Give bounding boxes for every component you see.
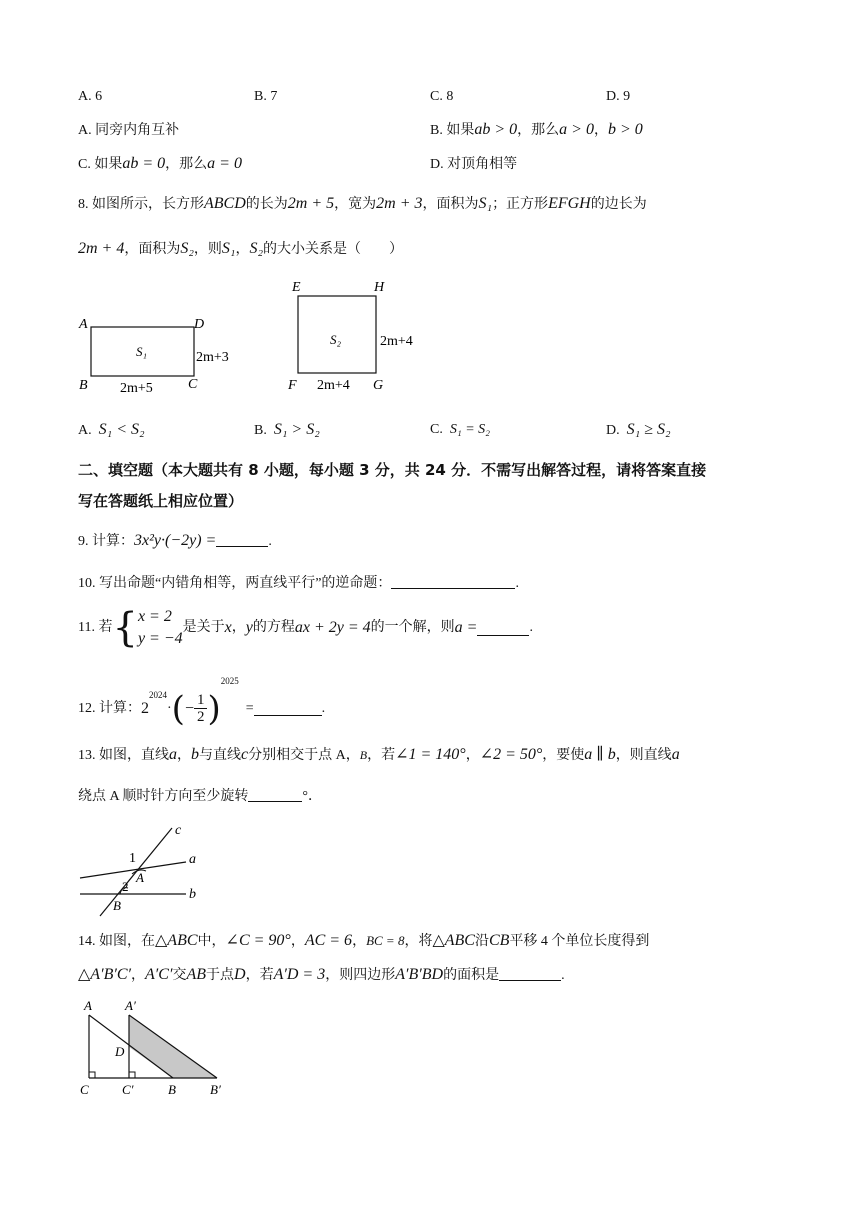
q8-option-d: D. S₁ ≥ S₂ (606, 421, 671, 438)
label-h: H (374, 280, 385, 295)
q7-option-d: D. 9 (606, 89, 631, 104)
q7-option-c: C. 8 (430, 89, 454, 104)
prop-option-c: C. 如果ab = 0，那么a = 0 (78, 155, 242, 172)
q8-option-b: B. S₁ > S₂ (254, 421, 320, 438)
q9: 9. 计算：3x²y·(−2y) = . (78, 532, 272, 549)
q9-answer-blank[interactable] (216, 532, 268, 547)
q11: 11. 若{ x = 2 y = −4 是关于x，y的方程ax + 2y = 4的一个解，则a = . (78, 605, 533, 651)
q11-brace: { (112, 605, 138, 651)
q13-stem-line1: 13. 如图，直线a，b与直线c分别相交于点 A，B，若∠1 = 140°，∠2 = 50°，要使a ∥ b，则直线a (78, 746, 680, 763)
label-c: c (175, 823, 182, 838)
label-angle-2: 2 (122, 879, 129, 894)
q11-system: x = 2 y = −4 (137, 608, 183, 647)
label-b-prime: B′ (210, 1082, 221, 1097)
label-b: B (79, 378, 88, 393)
right-angle-c (89, 1072, 95, 1078)
label-a-prime: A′ (125, 998, 136, 1013)
q12-answer-blank[interactable] (254, 701, 322, 716)
q12: 12. 计算：$2^{2024}\cdot(-$ $\frac{1}{2}$ )$^{2025}$ = . (78, 676, 326, 729)
q13-lines-figure (76, 822, 216, 918)
q7-option-b: B. 7 (254, 89, 278, 104)
q10-answer-blank[interactable] (391, 574, 515, 589)
q8-square-figure (286, 276, 436, 396)
q14-answer-blank[interactable] (499, 966, 561, 981)
q10: 10. 写出命题“内错角相等，两直线平行”的逆命题： . (78, 576, 519, 591)
label-s2: S₂ (330, 332, 342, 347)
q11-answer-blank[interactable] (477, 621, 529, 636)
label-f: F (288, 378, 297, 393)
label-point-b: B (113, 898, 121, 913)
q14-translation-figure (76, 996, 246, 1098)
label-g: G (373, 378, 384, 393)
q14-stem-line1: 14. 如图，在△ABC中，∠C = 90°，AC = 6，BC = 8，将△ABC沿CB平移 4 个单位长度得到 (78, 932, 650, 949)
label-length: 2m+5 (120, 381, 153, 396)
q13-stem-line2: 绕点 A 顺时针方向至少旋转 °． (78, 789, 322, 804)
q8-stem-line1: 8. 如图所示，长方形ABCD的长为2m + 5，宽为2m + 3，面积为S₁；正方形EFGH的边长为 (78, 195, 647, 212)
q7-option-a: A. 6 (78, 89, 103, 104)
label-c: C (188, 377, 198, 392)
q13-answer-blank[interactable] (248, 787, 302, 802)
label-width: 2m+3 (196, 350, 229, 365)
q8-option-a: A. S₁ < S₂ (78, 421, 145, 438)
section-heading-line1: 二、填空题（本大题共有 8 小题，每小题 3 分，共 24 分．不需写出解答过程，请将答案直接 (78, 461, 707, 479)
label-point-a: A (136, 870, 144, 885)
label-e: E (292, 280, 301, 295)
label-b: B (168, 1082, 176, 1097)
label-b-line: b (189, 887, 196, 902)
label-a: A (79, 317, 88, 332)
prop-option-a: A. 同旁内角互补 (78, 123, 180, 138)
label-a: A (84, 998, 92, 1013)
label-c: C (80, 1082, 89, 1097)
section-heading-line2: 写在答题纸上相应位置） (78, 492, 244, 510)
label-side-right: 2m+4 (380, 334, 413, 349)
label-d: D (194, 317, 205, 332)
q14-stem-line2: △A′B′C′，A′C′交AB于点D，若A′D = 3，则四边形A′B′BD的面积是 . (78, 966, 565, 983)
label-s1: S₁ (136, 344, 148, 359)
label-c-prime: C′ (122, 1082, 134, 1097)
prop-option-b: B. 如果ab > 0，那么a > 0，b > 0 (430, 121, 643, 138)
q8-rectangle-figure (76, 310, 256, 396)
q12-fraction: $\frac{1}{2}$ (194, 692, 208, 725)
label-angle-1: 1 (129, 851, 136, 866)
label-side-bottom: 2m+4 (317, 378, 350, 393)
label-a-line: a (189, 852, 196, 867)
label-d: D (115, 1044, 125, 1059)
q8-stem-line2: 2m + 4，面积为S₂，则S₁，S₂的大小关系是（ ） (78, 240, 404, 257)
q8-option-c: C. S₁ = S₂ (430, 422, 491, 437)
prop-option-d: D. 对顶角相等 (430, 157, 518, 172)
